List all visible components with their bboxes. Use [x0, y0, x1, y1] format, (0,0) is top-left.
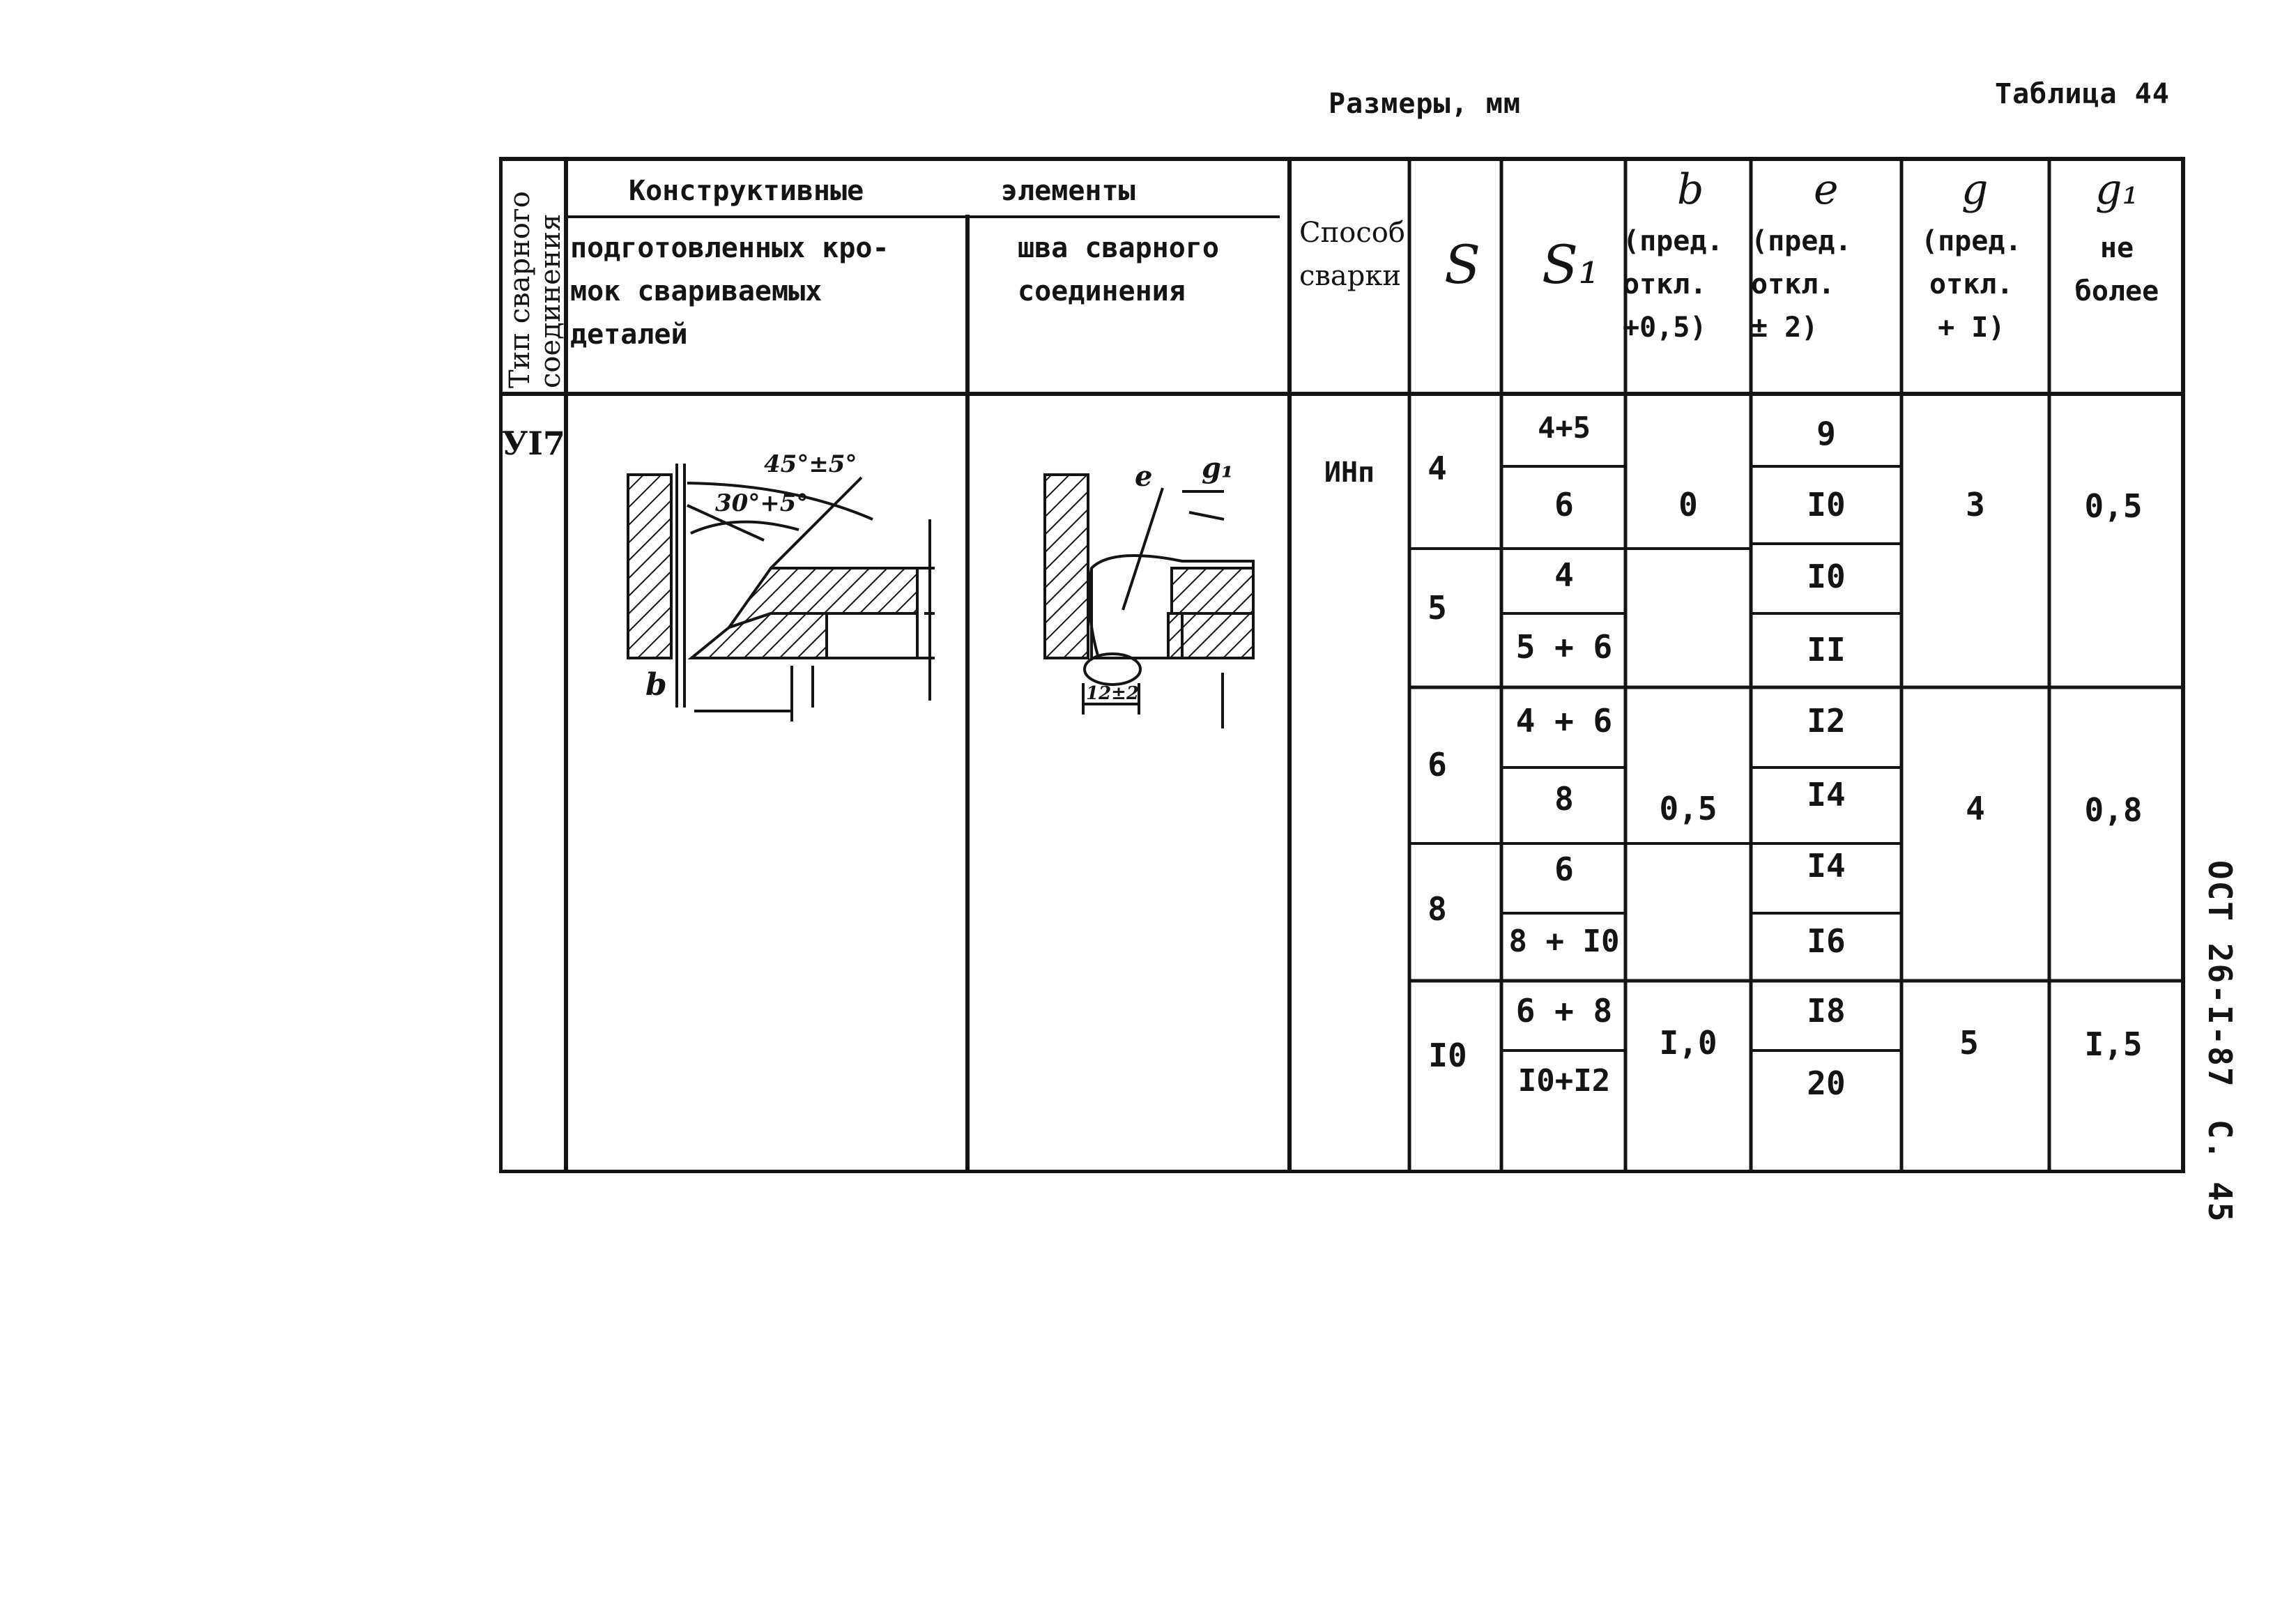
welding-method-header: Способ сварки [1299, 217, 1405, 292]
e-value: I0 [1807, 486, 1846, 524]
s1-value: 4+5 [1538, 411, 1591, 445]
weld-seam-sketch [1045, 475, 1253, 728]
e-header-symbol: e [1814, 165, 1839, 214]
angle-outer-label: 45°±5° [764, 450, 857, 478]
b-value: 0,5 [1659, 790, 1717, 827]
e-value: I4 [1807, 776, 1846, 813]
e-value: 9 [1816, 415, 1836, 452]
g-header-tolerance: (пред. откл. + I) [1921, 225, 2022, 344]
e-value: I8 [1807, 992, 1846, 1030]
s-value: 8 [1428, 890, 1447, 928]
g1-header-symbol: g₁ [2095, 165, 2139, 214]
e-value: I6 [1807, 922, 1846, 960]
b-value: 0 [1678, 486, 1698, 524]
g-value: 5 [1959, 1024, 1979, 1062]
angle-inner-label: 30°+5° [715, 489, 809, 517]
s-value: 4 [1428, 450, 1447, 487]
constructive-header: Конструктивные [629, 175, 864, 207]
joint-type-value: УI7 [502, 425, 565, 462]
standard-code: ОСТ 26-I-87 [2201, 860, 2239, 1088]
page-number: С. 45 [2201, 1120, 2239, 1223]
gap-b-label: b [645, 667, 667, 703]
table-caption: Таблица 44 [1995, 78, 2170, 110]
s1-value: 5 + 6 [1515, 628, 1613, 666]
units-caption: Размеры, мм [1329, 88, 1521, 120]
b-value: I,0 [1659, 1024, 1717, 1062]
s1-header: S₁ [1542, 234, 1600, 296]
s-value: I0 [1428, 1037, 1467, 1074]
g-value: 3 [1966, 486, 1985, 524]
g1-header-limit: не более [2074, 232, 2159, 307]
s1-value: 6 + 8 [1515, 992, 1613, 1030]
e-value: I0 [1807, 558, 1846, 595]
s1-value: 8 [1554, 780, 1574, 818]
welded-joint-table [499, 157, 2186, 1173]
s-value: 6 [1428, 746, 1447, 784]
e-header-tolerance: (пред. откл. ± 2) [1751, 225, 1852, 344]
g1-value: 0,8 [2084, 791, 2143, 829]
s1-value: 8 + I0 [1508, 924, 1620, 959]
seam-e-label: e [1135, 460, 1153, 493]
elements-header: элементы [1001, 175, 1135, 207]
s1-value: 4 + 6 [1515, 702, 1613, 740]
seam-g1-label: g₁ [1202, 452, 1234, 484]
joint-type-header: Тип сварного соединения [504, 191, 567, 388]
g1-value: I,5 [2084, 1025, 2143, 1063]
e-value: I2 [1807, 702, 1846, 740]
welding-method-value: ИНп [1324, 457, 1375, 489]
s1-value: I0+I2 [1517, 1063, 1611, 1099]
s1-value: 6 [1554, 486, 1574, 524]
s-value: 5 [1428, 589, 1447, 627]
s1-value: 6 [1554, 850, 1574, 888]
seam-header: шва сварного соединения [1018, 232, 1219, 307]
e-value: I4 [1807, 847, 1846, 885]
e-value: II [1807, 631, 1846, 668]
g1-value: 0,5 [2084, 487, 2143, 525]
g-header-symbol: g [1961, 165, 1989, 214]
e-value: 20 [1807, 1064, 1846, 1102]
g-value: 4 [1966, 790, 1985, 827]
b-header-tolerance: (пред. откл. +0,5) [1623, 225, 1724, 344]
prepared-edges-header: подготовленных кро- мок свариваемых деталей [570, 232, 889, 351]
b-header-symbol: b [1677, 165, 1704, 214]
s-header: S [1444, 234, 1481, 296]
s1-value: 4 [1554, 556, 1574, 594]
seam-width-label: 12±2 [1086, 683, 1140, 704]
